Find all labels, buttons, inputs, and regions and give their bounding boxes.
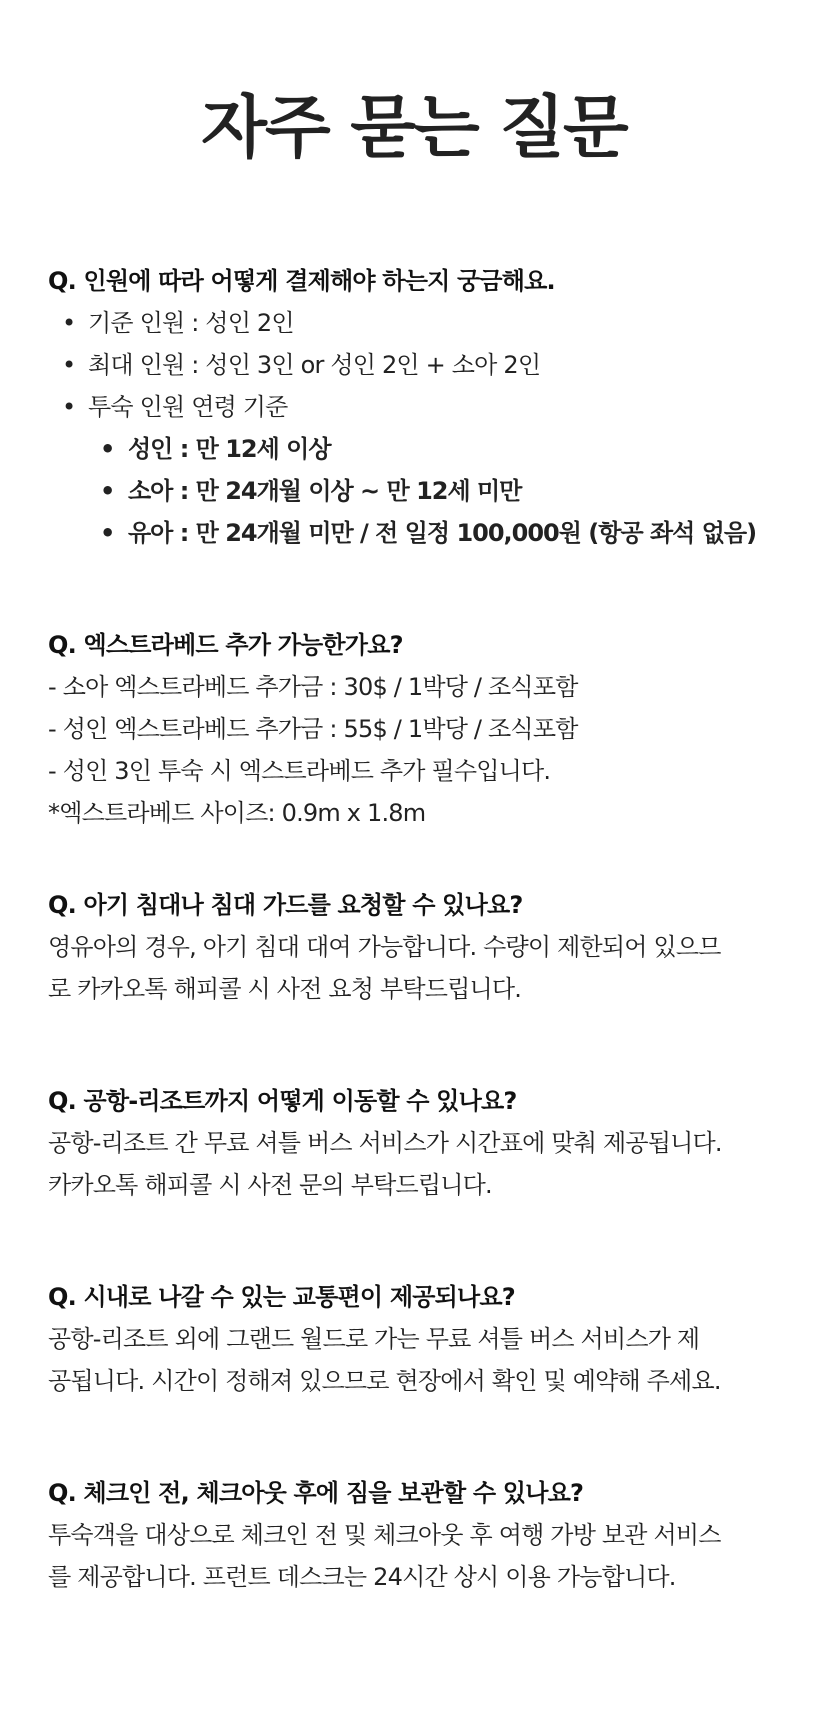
faq-question: Q. 공항-리조트까지 어떻게 이동할 수 있나요? bbox=[48, 1087, 517, 1115]
faq-item-city-transport bbox=[48, 1276, 780, 1402]
faq-sub-bullet-list bbox=[48, 428, 780, 554]
faq-answer-line: - 소아 엑스트라베드 추가금 : 30$ / 1박당 / 조식포함 bbox=[48, 673, 578, 701]
faq-item-headcount-payment bbox=[48, 260, 780, 554]
faq-question: Q. 인원에 따라 어떻게 결제해야 하는지 궁금해요. bbox=[48, 267, 555, 295]
faq-question: Q. 체크인 전, 체크아웃 후에 짐을 보관할 수 있나요? bbox=[48, 1479, 584, 1507]
bullet-item: • 투숙 인원 연령 기준 bbox=[48, 386, 780, 428]
faq-answer-line: 영유아의 경우, 아기 침대 대여 가능합니다. 수량이 제한되어 있으므 bbox=[48, 933, 721, 961]
bullet-item: • 최대 인원 : 성인 3인 or 성인 2인 + 소아 2인 bbox=[48, 344, 780, 386]
faq-item-extra-bed bbox=[48, 624, 780, 834]
faq-answer-line: 투숙객을 대상으로 체크인 전 및 체크아웃 후 여행 가방 보관 서비스 bbox=[48, 1521, 721, 1549]
faq-answer-line: 공항-리조트 외에 그랜드 월드로 가는 무료 셔틀 버스 서비스가 제 bbox=[48, 1325, 700, 1353]
faq-question: Q. 아기 침대나 침대 가드를 요청할 수 있나요? bbox=[48, 891, 523, 919]
faq-answer-line: 를 제공합니다. 프런트 데스크는 24시간 상시 이용 가능합니다. bbox=[48, 1563, 676, 1591]
faq-list bbox=[48, 260, 780, 1598]
faq-bullet-list bbox=[48, 302, 780, 428]
page-title: 자주 묻는 질문 bbox=[201, 89, 627, 168]
faq-answer-line: - 성인 3인 투숙 시 엑스트라베드 추가 필수입니다. bbox=[48, 757, 551, 785]
bullet-item: • 기준 인원 : 성인 2인 bbox=[48, 302, 780, 344]
faq-question: Q. 시내로 나갈 수 있는 교통편이 제공되나요? bbox=[48, 1283, 515, 1311]
sub-bullet-item: • 소아 : 만 24개월 이상 ~ 만 12세 미만 bbox=[48, 470, 780, 512]
faq-answer-line: 로 카카오톡 해피콜 시 사전 요청 부탁드립니다. bbox=[48, 975, 522, 1003]
faq-item-baby-crib bbox=[48, 884, 780, 1010]
faq-answer-line: - 성인 엑스트라베드 추가금 : 55$ / 1박당 / 조식포함 bbox=[48, 715, 578, 743]
sub-bullet-item: • 유아 : 만 24개월 미만 / 전 일정 100,000원 (항공 좌석 없음) bbox=[48, 512, 780, 554]
faq-question: Q. 엑스트라베드 추가 가능한가요? bbox=[48, 631, 403, 659]
faq-answer-line: 공됩니다. 시간이 정해져 있으므로 현장에서 확인 및 예약해 주세요. bbox=[48, 1367, 721, 1395]
faq-answer-line: 공항-리조트 간 무료 셔틀 버스 서비스가 시간표에 맞춰 제공됩니다. bbox=[48, 1129, 722, 1157]
sub-bullet-item: • 성인 : 만 12세 이상 bbox=[48, 428, 780, 470]
faq-item-luggage-storage bbox=[48, 1472, 780, 1598]
faq-answer-line: 카카오톡 해피콜 시 사전 문의 부탁드립니다. bbox=[48, 1171, 492, 1199]
faq-answer-line: *엑스트라베드 사이즈: 0.9m x 1.8m bbox=[48, 799, 426, 827]
faq-item-airport-transfer bbox=[48, 1080, 780, 1206]
